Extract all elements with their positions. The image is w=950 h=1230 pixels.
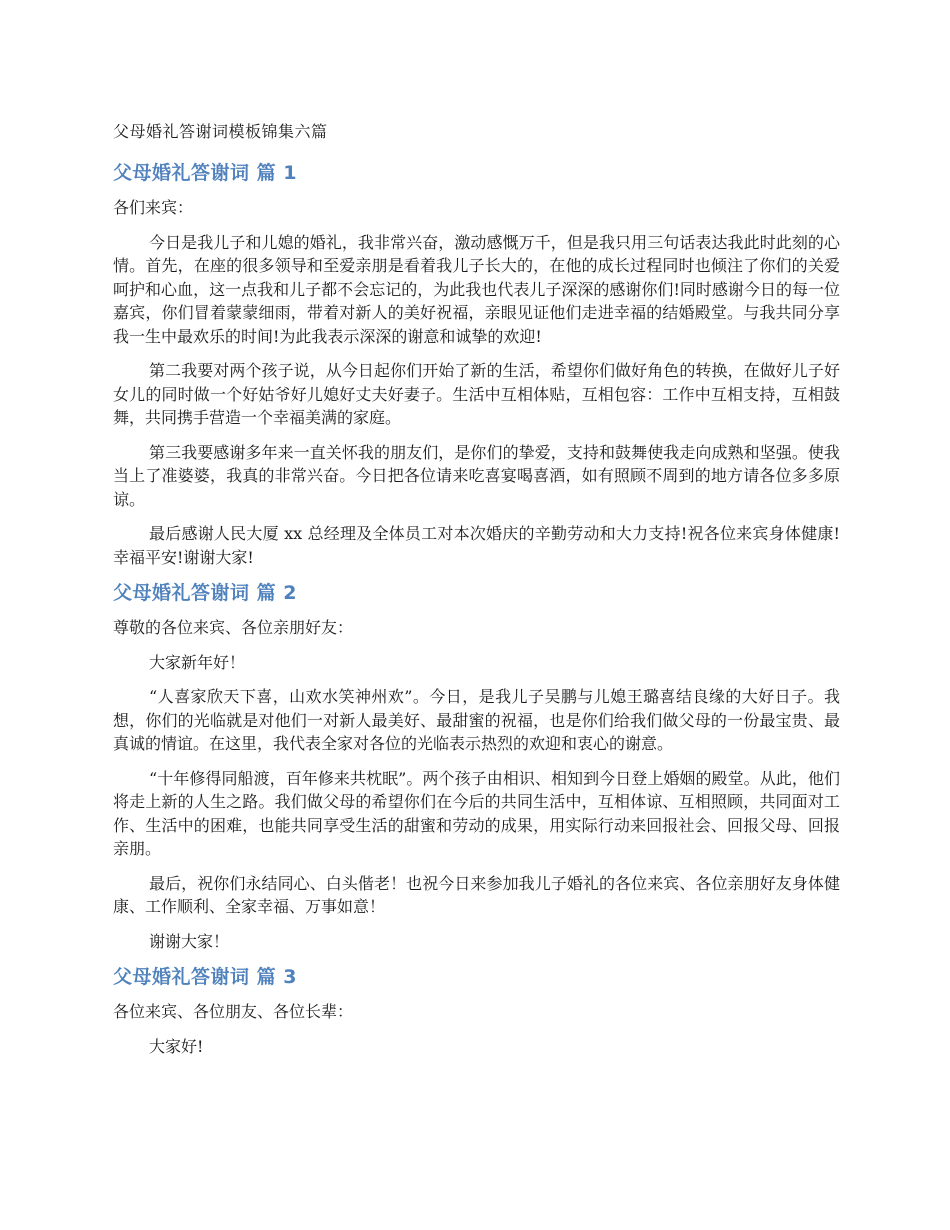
paragraph: 大家好! xyxy=(149,1036,204,1056)
paragraph: 今日是我儿子和儿媳的婚礼，我非常兴奋，激动感慨万千，但是我只用三句话表达我此时此刻的心情。首先，在座的很多领导和至爱亲朋是看着我儿子长大的，在他的成长过程同时也倾注了你们的关爱呵护和心血，这一点我和儿子都不会忘记的，为此我也代表儿子深深的感谢你们!同时感谢今日的每一位嘉宾，你们冒着蒙蒙细雨，带着对新人的美好祝福，亲眼见证他们走进幸福的结婚殿堂。与我共同分享我一生中最欢乐的时间!为此我表示深深的谢意和诚挚的欢迎! xyxy=(113,232,840,346)
section-3 xyxy=(113,964,840,1058)
paragraph: 各们来宾： xyxy=(113,198,194,217)
paragraph: 大家新年好！ xyxy=(149,652,246,672)
paragraph: 谢谢大家！ xyxy=(149,931,230,951)
document-title: 父母婚礼答谢词模板锦集六篇 xyxy=(113,122,328,141)
paragraph: “人喜家欣天下喜，山欢水笑神州欢”。今日，是我儿子吴鹏与儿媳王璐喜结良缘的大好日子。我想，你们的光临就是对他们一对新人最美好、最甜蜜的祝福，也是你们给我们做父母的一份最宝贵、最真诚的情谊。在这里，我代表全家对各位的光临表示热烈的欢迎和衷心的谢意。 xyxy=(113,687,840,753)
paragraph: 最后，祝你们永结同心、白头偕老！也祝今日来参加我儿子婚礼的各位来宾、各位亲朋好友身体健康、工作顺利、全家幸福、万事如意！ xyxy=(113,873,840,916)
paragraph: 最后感谢人民大厦 xx 总经理及全体员工对本次婚庆的辛勤劳动和大力支持!祝各位来宾身体健康!幸福平安!谢谢大家! xyxy=(113,524,840,567)
paragraph: 第三我要感谢多年来一直关怀我的朋友们，是你们的挚爱，支持和鼓舞使我走向成熟和坚强。使我当上了准婆婆，我真的非常兴奋。今日把各位请来吃喜宴喝喜酒，如有照顾不周到的地方请各位多多原谅。 xyxy=(113,442,840,509)
document-page xyxy=(113,120,840,1069)
paragraph: 尊敬的各位来宾、各位亲朋好友： xyxy=(113,618,354,637)
section-heading: 父母婚礼答谢词 篇 3 xyxy=(113,966,297,988)
section-heading: 父母婚礼答谢词 篇 2 xyxy=(113,582,297,604)
section-1 xyxy=(113,160,840,569)
section-heading: 父母婚礼答谢词 篇 1 xyxy=(113,162,297,184)
paragraph: “十年修得同船渡，百年修来共枕眠”。两个孩子由相识、相知到今日登上婚姻的殿堂。从此，他们将走上新的人生之路。我们做父母的希望你们在今后的共同生活中，互相体谅、互相照顾，共同面对工作、生活中的困难，也能共同享受生活的甜蜜和劳动的成果，用实际行动来回报社会、回报父母、回报亲朋。 xyxy=(113,768,840,858)
paragraph: 各位来宾、各位朋友、各位长辈： xyxy=(113,1002,354,1021)
paragraph: 第二我要对两个孩子说，从今日起你们开始了新的生活，希望你们做好角色的转换，在做好儿子好女儿的同时做一个好姑爷好儿媳好丈夫好妻子。生活中互相体贴，互相包容：工作中互相支持，互相鼓舞，共同携手营造一个幸福美满的家庭。 xyxy=(113,361,840,427)
section-2 xyxy=(113,580,840,953)
